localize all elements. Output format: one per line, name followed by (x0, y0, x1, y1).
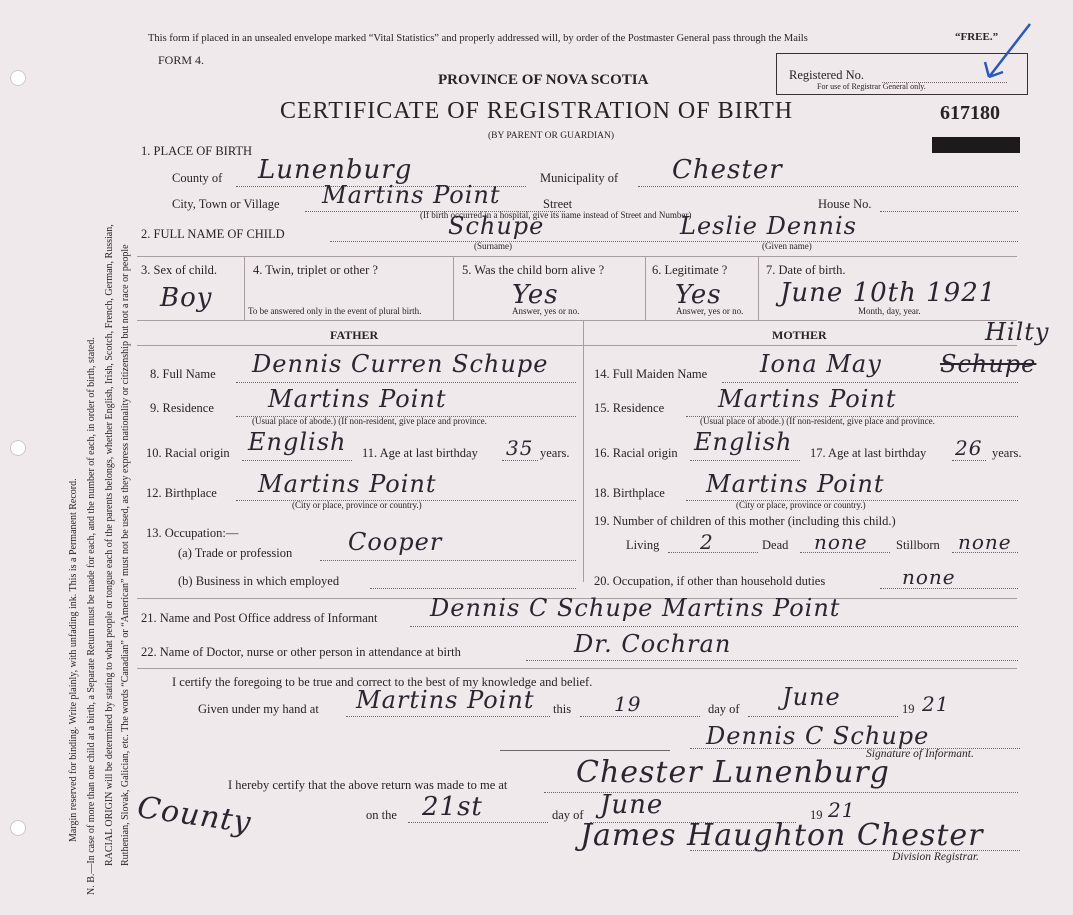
day-value: 19 (614, 692, 642, 716)
free-notice: “FREE.” (955, 31, 999, 43)
redaction-bar (932, 137, 1020, 153)
on-the-label: on the (366, 808, 397, 822)
informant-signature: Dennis C Schupe (706, 722, 930, 750)
city-label: City, Town or Village (172, 197, 280, 211)
received-month-value: June (600, 790, 664, 820)
doctor-label: 22. Name of Doctor, nurse or other person in attendance at birth (141, 645, 461, 659)
father-heading: FATHER (330, 328, 379, 342)
father-racial-label: 10. Racial origin (146, 446, 230, 460)
alive-note: Answer, yes or no. (512, 306, 580, 316)
page-title: CERTIFICATE OF REGISTRATION OF BIRTH (280, 98, 794, 124)
mother-birthplace-label: 18. Birthplace (594, 486, 665, 500)
father-age-label: 11. Age at last birthday (362, 446, 478, 460)
mail-notice: This form if placed in an unsealed envelope marked “Vital Statistics” and properly addressed will, by order of the Postmaster General pass through the Mails (148, 33, 808, 44)
received-at-value: Chester Lunenburg (576, 755, 890, 790)
mother-birthplace-value: Martins Point (706, 470, 885, 498)
mother-years-label: years. (992, 446, 1022, 460)
province: PROVINCE OF NOVA SCOTIA (438, 72, 649, 88)
margin-note: RACIAL ORIGIN will be determined by stating to what people or tongue each of the parents belongs, whether English, Irish, Scotch, French, German, Russian, (104, 224, 115, 866)
legitimate-value: Yes (675, 280, 722, 310)
registered-label: Registered No. (789, 68, 864, 82)
mother-occupation-value: none (902, 565, 956, 589)
year-suffix: 21 (922, 692, 950, 716)
mother-name-correction: Hilty (985, 318, 1050, 346)
binding-hole (10, 440, 26, 456)
signature-informant-label: Signature of Informant. (866, 748, 974, 760)
dead-value: none (814, 530, 868, 554)
day-of-label: day of (708, 702, 740, 716)
mother-racial-value: English (694, 428, 793, 456)
received-year-value: 21 (828, 798, 856, 822)
place-of-birth-label: 1. PLACE OF BIRTH (141, 144, 253, 158)
legitimate-note: Answer, yes or no. (676, 306, 744, 316)
mother-residence-value: Martins Point (718, 385, 897, 413)
mother-residence-note: (Usual place of abode.) (If non-resident, give place and province. (700, 416, 935, 426)
mother-age-label: 17. Age at last birthday (810, 446, 927, 460)
full-name-label: 2. FULL NAME OF CHILD (141, 227, 285, 241)
father-residence-note: (Usual place of abode.) (If non-resident, give place and province. (252, 416, 487, 426)
mother-racial-label: 16. Racial origin (594, 446, 678, 460)
father-birthplace-note: (City or place, province or country.) (292, 500, 422, 510)
sex-value: Boy (160, 283, 213, 313)
surname-note: (Surname) (474, 241, 512, 251)
municipality-label: Municipality of (540, 171, 619, 185)
surname-value: Schupe (448, 212, 545, 240)
stillborn-label: Stillborn (896, 538, 940, 552)
day-of2-label: day of (552, 808, 584, 822)
living-label: Living (626, 538, 660, 552)
given-name-note: (Given name) (762, 241, 812, 251)
mother-residence-label: 15. Residence (594, 401, 665, 415)
trade-value: Cooper (348, 528, 443, 556)
month-value: June (782, 683, 841, 711)
father-age-value: 35 (506, 436, 534, 460)
hereby-text: I hereby certify that the above return was made to me at (228, 778, 508, 792)
stillborn-value: none (958, 530, 1012, 554)
father-birthplace-label: 12. Birthplace (146, 486, 217, 500)
father-residence-label: 9. Residence (150, 401, 214, 415)
given-name-value: Leslie Dennis (680, 212, 857, 240)
doctor-value: Dr. Cochran (574, 630, 732, 658)
mother-occupation-label: 20. Occupation, if other than household duties (594, 574, 826, 588)
children-label: 19. Number of children of this mother (including this child.) (594, 514, 896, 528)
received-day-value: 21st (422, 792, 483, 822)
legitimate-label: 6. Legitimate ? (652, 263, 728, 277)
twin-label: 4. Twin, triplet or other ? (253, 263, 378, 277)
margin-note: N. B.—In case of more than one child at a birth, a Separate Return must be made for each, and the number of each, in order of birth, stated. (86, 337, 97, 895)
county-value: Lunenburg (258, 155, 413, 185)
this-label: this (553, 702, 572, 716)
county-label: County of (172, 171, 223, 185)
twin-note: To be answered only in the event of plural birth. (248, 306, 422, 316)
registered-note: For use of Registrar General only. (817, 82, 926, 91)
father-racial-value: English (248, 428, 347, 456)
certificate-number: 617180 (940, 102, 1000, 124)
form-number: FORM 4. (158, 53, 205, 67)
received-at-county: County (135, 790, 254, 841)
mother-name-value: Iona May (760, 350, 882, 378)
year-prefix: 19 (902, 702, 915, 716)
mother-heading: MOTHER (772, 328, 827, 342)
municipality-value: Chester (672, 155, 783, 185)
year-prefix2: 19 (810, 808, 823, 822)
occupation-label: 13. Occupation:— (146, 526, 239, 540)
father-name-label: 8. Full Name (150, 367, 216, 381)
mother-name-struck: Schupe (940, 350, 1037, 378)
hospital-note: (If birth occurred in a hospital, give its name instead of Street and Number) (420, 210, 692, 220)
dob-value: June 10th 1921 (780, 278, 997, 308)
informant-label: 21. Name and Post Office address of Informant (141, 611, 378, 625)
informant-value: Dennis C Schupe Martins Point (430, 594, 841, 622)
trade-label: (a) Trade or profession (178, 546, 293, 560)
city-value: Martins Point (322, 181, 501, 209)
subtitle: (BY PARENT OR GUARDIAN) (488, 131, 615, 141)
father-years-label: years. (540, 446, 570, 460)
margin-note: Margin reserved for binding. Write plainly, with unfading ink. This is a Permanent Record. (68, 478, 79, 842)
dob-label: 7. Date of birth. (766, 263, 846, 277)
living-value: 2 (700, 530, 714, 554)
given-under-label: Given under my hand at (198, 702, 319, 716)
binding-hole (10, 70, 26, 86)
mother-age-value: 26 (955, 436, 983, 460)
sex-label: 3. Sex of child. (141, 263, 218, 277)
alive-label: 5. Was the child born alive ? (462, 263, 605, 277)
alive-value: Yes (512, 280, 559, 310)
mother-birthplace-note: (City or place, province or country.) (736, 500, 866, 510)
registrar-signature: James Haughton Chester (580, 818, 984, 853)
father-name-value: Dennis Curren Schupe (252, 350, 549, 378)
certify-text: I certify the foregoing to be true and correct to the best of my knowledge and belief. (172, 675, 593, 689)
father-residence-value: Martins Point (268, 385, 447, 413)
street-label: Street (543, 197, 573, 211)
mother-name-label: 14. Full Maiden Name (594, 367, 708, 381)
check-mark-icon (975, 22, 1035, 87)
dead-label: Dead (762, 538, 789, 552)
margin-note: Ruthenian, Slovak, Galician, etc. The words “Canadian” or “American” must not be used, as they express nationality or citizenship but not a race or people (120, 244, 131, 866)
division-registrar-label: Division Registrar. (892, 851, 979, 863)
binding-hole (10, 820, 26, 836)
father-birthplace-value: Martins Point (258, 470, 437, 498)
business-label: (b) Business in which employed (178, 574, 340, 588)
dob-note: Month, day, year. (858, 306, 921, 316)
given-at-value: Martins Point (356, 686, 535, 714)
house-no-label: House No. (818, 197, 872, 211)
